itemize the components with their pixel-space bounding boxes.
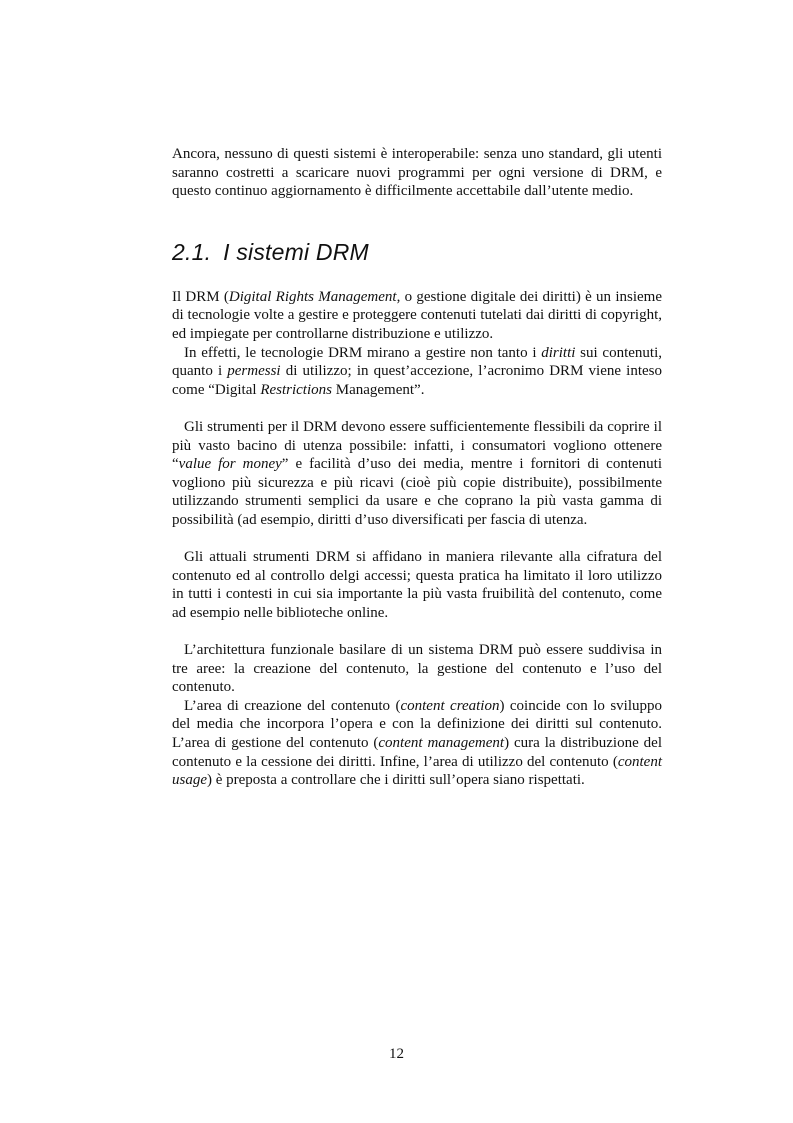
text-run: , o gestione digitale dei diritti) è un insieme di tecnologie volte a gestire e proteggere contenuti tutelati dai diritti di copyright, ed impiegate per controllarne distribuzione e utilizzo. xyxy=(172,288,662,342)
page-body xyxy=(172,145,662,790)
text-run: Il DRM ( xyxy=(172,288,229,305)
emphasis-term: diritti xyxy=(541,344,576,361)
text-run: Management”. xyxy=(331,381,425,398)
section-heading xyxy=(172,238,662,266)
paragraph-drm-architecture: L’architettura funzionale basilare di un sistema DRM può essere suddivisa in tre aree: la creazione del contenuto, la gestione del contenuto e l’uso del contenuto. xyxy=(172,642,662,696)
emphasis-term: value for money xyxy=(178,456,282,473)
paragraph-gap xyxy=(172,530,662,549)
emphasis-term: Digital Rights Management xyxy=(228,288,397,305)
emphasis-term: Restrictions xyxy=(260,381,332,398)
emphasis-term: content management xyxy=(378,735,505,752)
paragraph-gap xyxy=(172,399,662,418)
emphasis-term: content usage xyxy=(172,753,662,789)
paragraph-drm-tools xyxy=(172,418,662,530)
text-run: di utilizzo; in quest’accezione, l’acronimo DRM viene inteso come “Digital xyxy=(172,363,662,398)
page-number: 12 xyxy=(389,1046,404,1062)
section-title: I sistemi DRM xyxy=(223,238,369,265)
text-run: sui contenuti, quanto i xyxy=(172,344,663,380)
paragraph-drm-encryption: Gli attuali strumenti DRM si affidano in maniera rilevante alla cifratura del contenuto ed al controllo delgi accessi; questa pratica ha limitato il loro utilizzo in tutti i contesti in cui sia importante la più vasta fruibilità del contenuto, come ad esempio nelle biblioteche online. xyxy=(172,549,662,621)
text-run: Gli strumenti per il DRM devono essere sufficientemente flessibili da coprire il più vasto bacino di utenza possibile: infatti, i consumatori vogliono ottenere “ xyxy=(172,418,662,473)
text-run: ) cura la distribuzione del contenuto e la cessione dei diritti. Infine, l’area di utilizzo del contenuto ( xyxy=(172,735,662,770)
text-run: In effetti, le tecnologie DRM mirano a gestire non tanto i xyxy=(184,344,542,361)
emphasis-term: content creation xyxy=(400,697,500,714)
emphasis-term: permessi xyxy=(227,363,281,380)
text-run: ) coincide con lo sviluppo del media che incorpora l’opera e con la definizione dei diritti sul contenuto. L’area di gestione del contenuto ( xyxy=(172,697,662,752)
section-number: 2.1. xyxy=(172,238,212,265)
text-run: ) è preposta a controllare che i diritti sull’opera siano rispettati. xyxy=(207,772,585,789)
paragraph-drm-permissions xyxy=(172,344,662,400)
paragraph-drm-definition xyxy=(172,288,662,344)
paragraph-drm-areas xyxy=(172,697,662,790)
text-run: ” e facilità d’uso dei media, mentre i fornitori di contenuti vogliono più sicurezza e più ricavi (cioè più copie distribuite), possibilmente utilizzando strumenti semplici da usare e che coprano la più vasta gamma di possibilità (ad esempio, diritti d’uso diversificati per fascia di utenza. xyxy=(172,456,662,528)
text-run: L’area di creazione del contenuto ( xyxy=(184,697,401,714)
paragraph-gap xyxy=(172,622,662,641)
intro-paragraph: Ancora, nessuno di questi sistemi è interoperabile: senza uno standard, gli utenti saranno costretti a scaricare nuovi programmi per ogni versione di DRM, e questo continuo aggiornamento è difficilmente accettabile dall’utente medio. xyxy=(172,146,662,200)
